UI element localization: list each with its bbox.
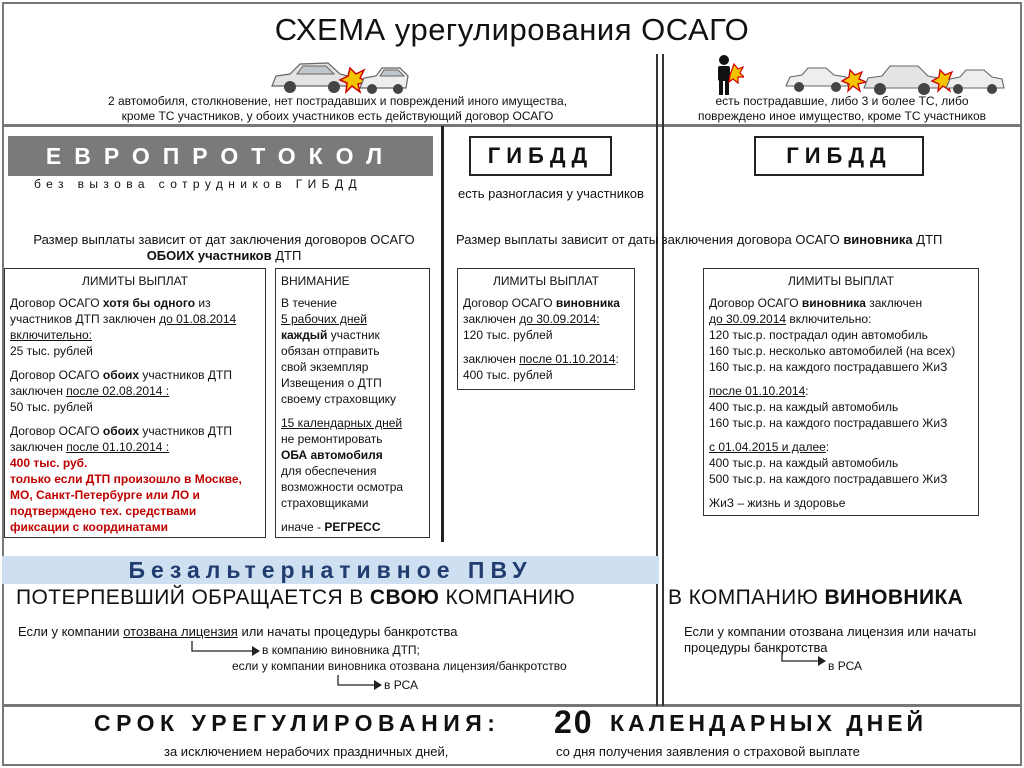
amount: 120 тыс. рублей	[463, 328, 553, 342]
text: заключен	[463, 312, 520, 326]
limits-header: ЛИМИТЫ ВЫПЛАТ	[788, 274, 894, 288]
gibdd-middle-note: есть разногласия у участников	[458, 186, 644, 201]
condition-red: МО, Санкт-Петербурге или ЛО и	[10, 488, 200, 502]
injured-person-illustration	[712, 54, 744, 98]
text-bold: СВОЮ	[369, 586, 440, 609]
limits-box-guilty-gibdd	[457, 268, 635, 390]
date-underlined: с 01.04.2015 и далее	[709, 440, 826, 454]
term-number: 20	[554, 704, 594, 740]
car-icon	[786, 68, 848, 92]
text: своему страховщику	[281, 392, 397, 406]
term-note-right: со дня получения заявления о страховой выплате	[556, 744, 860, 759]
limits-block	[709, 383, 973, 431]
date-underlined: до 30.09.2014	[709, 312, 787, 326]
payout-left-line: Размер выплаты зависит от дат заключения договоров ОСАГО	[33, 232, 415, 247]
text: участников ДТП	[139, 368, 232, 382]
text-underlined: 5 рабочих дней	[281, 312, 367, 326]
payout-left-rest: ДТП	[271, 248, 302, 263]
text: :	[615, 352, 619, 366]
limits-header: ЛИМИТЫ ВЫПЛАТ	[493, 274, 599, 288]
text: заключен	[10, 440, 67, 454]
arrow-icon	[780, 650, 826, 668]
text: из	[195, 296, 211, 310]
text: заключен	[10, 384, 67, 398]
text-bold: обоих	[102, 424, 140, 438]
text: включительно:	[786, 312, 872, 326]
text: Договор ОСАГО	[463, 296, 556, 310]
text-bold: виновника	[555, 296, 620, 310]
text: страховщиками	[281, 496, 369, 510]
condition-red: фиксации с координатами	[10, 520, 168, 534]
limit-line: 160 тыс.р. на каждого пострадавшего ЖиЗ	[709, 360, 948, 374]
regress-label: РЕГРЕСС	[324, 520, 381, 534]
arrow-icon	[190, 640, 260, 658]
attention-box	[275, 268, 430, 538]
limits-block	[10, 295, 260, 359]
text: В течение	[281, 296, 337, 310]
payout-left-text	[8, 232, 440, 264]
collision-burst-icon	[842, 70, 866, 91]
text-underlined: включительно:	[10, 328, 92, 342]
limit-line: 400 тыс.р. на каждый автомобиль	[709, 456, 899, 470]
right-condition	[664, 94, 1020, 124]
text-bold: ОБА автомобиля	[281, 448, 383, 462]
multi-car-collision-illustration	[784, 62, 1006, 96]
limits-block	[709, 439, 973, 487]
text: для обеспечения	[281, 464, 377, 478]
term-unit: КАЛЕНДАРНЫХ ДНЕЙ	[610, 710, 928, 736]
car-icon	[864, 66, 940, 95]
text: ПОТЕРПЕВШИЙ ОБРАЩАЕТСЯ В	[16, 586, 370, 609]
limits-box-right	[703, 268, 979, 516]
pvu-banner: Безальтернативное ПВУ	[2, 556, 659, 584]
text-bold: обоих	[102, 368, 140, 382]
text-bold: виновника	[801, 296, 866, 310]
amount: 50 тыс. рублей	[10, 400, 93, 414]
limits-block	[463, 351, 629, 383]
term-label: СРОК УРЕГУЛИРОВАНИЯ:	[94, 710, 501, 736]
payout-right-post: ДТП	[912, 232, 943, 247]
car-icon	[946, 70, 1004, 94]
condition-red: подтверждено тех. средствами	[10, 504, 197, 518]
car-icon	[360, 68, 408, 94]
text-underlined: 15 календарных дней	[281, 416, 403, 430]
attention-block	[281, 415, 424, 511]
page-title: СХЕМА урегулирования ОСАГО	[274, 12, 750, 47]
limits-block	[463, 295, 629, 343]
text: Если у компании отозвана лицензия или начаты	[684, 624, 977, 639]
text: КОМПАНИЮ	[439, 586, 576, 609]
arrow-label: в РСА	[384, 678, 418, 692]
limit-line: 160 тыс.р. на каждого пострадавшего ЖиЗ	[709, 416, 948, 430]
text-bold: ВИНОВНИКА	[824, 586, 964, 609]
attention-block	[281, 519, 424, 535]
europrotocol-banner: ЕВРОПРОТОКОЛ	[8, 136, 433, 176]
term-note-left: за исключением нерабочих праздничных дней,	[164, 744, 449, 759]
injury-burst-icon	[729, 64, 744, 83]
text: возможности осмотра	[281, 480, 404, 494]
text: процедуры банкротства	[684, 640, 828, 655]
date-underlined: после 01.10.2014	[709, 384, 806, 398]
footnote: ЖиЗ – жизнь и здоровье	[709, 496, 846, 510]
left-license-text-line: если у компании виновника отозвана лицензия/банкротство	[232, 659, 567, 673]
attention-block	[281, 295, 424, 407]
left-condition	[20, 94, 655, 124]
text-underlined: отозвана лицензия	[123, 624, 238, 639]
limits-box-both	[4, 268, 266, 538]
limits-header: ЛИМИТЫ ВЫПЛАТ	[82, 274, 188, 288]
text: Если у компании	[18, 624, 124, 639]
amount-red: 400 тыс. руб.	[10, 456, 88, 470]
limits-block	[709, 295, 973, 375]
payout-right-text	[456, 232, 1016, 248]
text: или начаты процедуры банкротства	[237, 624, 458, 639]
attention-header: ВНИМАНИЕ	[281, 274, 350, 288]
text: участников ДТП заключен	[10, 312, 160, 326]
text: участников ДТП	[139, 424, 232, 438]
limits-block	[10, 367, 260, 415]
bottom-separator	[2, 704, 1022, 707]
text: Договор ОСАГО	[10, 424, 103, 438]
text: Извещения о ДТП	[281, 376, 382, 390]
europrotocol-subtitle: без вызова сотрудников ГИБДД	[34, 177, 363, 191]
payout-right-bold: виновника	[843, 232, 913, 247]
gibdd-middle-box: ГИБДД	[469, 136, 612, 176]
date-underlined: после 01.10.2014	[519, 352, 616, 366]
guilty-company-line	[668, 586, 963, 610]
text: обязан отправить	[281, 344, 380, 358]
left-condition-line: кроме ТС участников, у обоих участников есть действующий договор ОСАГО	[121, 109, 554, 123]
right-condition-line: повреждено иное имущество, кроме ТС участников	[697, 109, 987, 123]
date-underlined: до 01.08.2014	[159, 312, 237, 326]
middle-divider	[441, 126, 444, 542]
victim-own-company-line	[16, 586, 575, 610]
text: иначе -	[281, 520, 325, 534]
gibdd-right-box: ГИБДД	[754, 136, 924, 176]
amount: 400 тыс. рублей	[463, 368, 553, 382]
limits-block	[709, 495, 973, 511]
left-condition-line: 2 автомобиля, столкновение, нет пострадавших и повреждений иного имущества,	[107, 94, 568, 108]
payout-left-bold: ОБОИХ участников	[146, 248, 272, 263]
top-separator	[2, 124, 1022, 127]
car-collision-illustration	[270, 58, 410, 96]
text: В КОМПАНИЮ	[668, 586, 825, 609]
text: участник	[327, 328, 380, 342]
limit-line: 120 тыс.р. пострадал один автомобиль	[709, 328, 928, 342]
right-license-text	[684, 624, 1014, 656]
person-icon	[718, 55, 730, 95]
text: Договор ОСАГО	[10, 368, 103, 382]
limit-line: 400 тыс.р. на каждый автомобиль	[709, 400, 899, 414]
text: Договор ОСАГО	[709, 296, 802, 310]
limit-line: 500 тыс.р. на каждого пострадавшего ЖиЗ	[709, 472, 948, 486]
date-underlined: после 02.08.2014 :	[66, 384, 170, 398]
date-underlined: после 01.10.2014 :	[66, 440, 170, 454]
payout-right-pre: Размер выплаты зависит от даты заключения договора ОСАГО	[456, 232, 844, 247]
payout-left-line	[8, 248, 440, 264]
arrow-label: в компанию виновника ДТП;	[262, 643, 420, 657]
right-condition-line: есть пострадавшие, либо 3 и более ТС, либо	[715, 94, 969, 108]
text: Договор ОСАГО	[10, 296, 103, 310]
car-icon	[272, 63, 350, 93]
text: :	[805, 384, 809, 398]
arrow-icon	[336, 674, 382, 692]
left-license-text	[18, 624, 638, 640]
text: заключен	[865, 296, 923, 310]
text: :	[825, 440, 830, 454]
arrow-label: в РСА	[828, 659, 862, 673]
column-divider-double	[656, 54, 664, 706]
text: свой экземпляр	[281, 360, 369, 374]
limits-block	[10, 423, 260, 535]
text-bold: хотя бы одного	[102, 296, 196, 310]
amount: 25 тыс. рублей	[10, 344, 93, 358]
date-underlined: до 30.09.2014:	[519, 312, 600, 326]
limit-line: 160 тыс.р. несколько автомобилей (на всех)	[709, 344, 956, 358]
text-bold: каждый	[281, 328, 328, 342]
text: не ремонтировать	[281, 432, 383, 446]
text: заключен	[463, 352, 520, 366]
condition-red: только если ДТП произошло в Москве,	[10, 472, 242, 486]
